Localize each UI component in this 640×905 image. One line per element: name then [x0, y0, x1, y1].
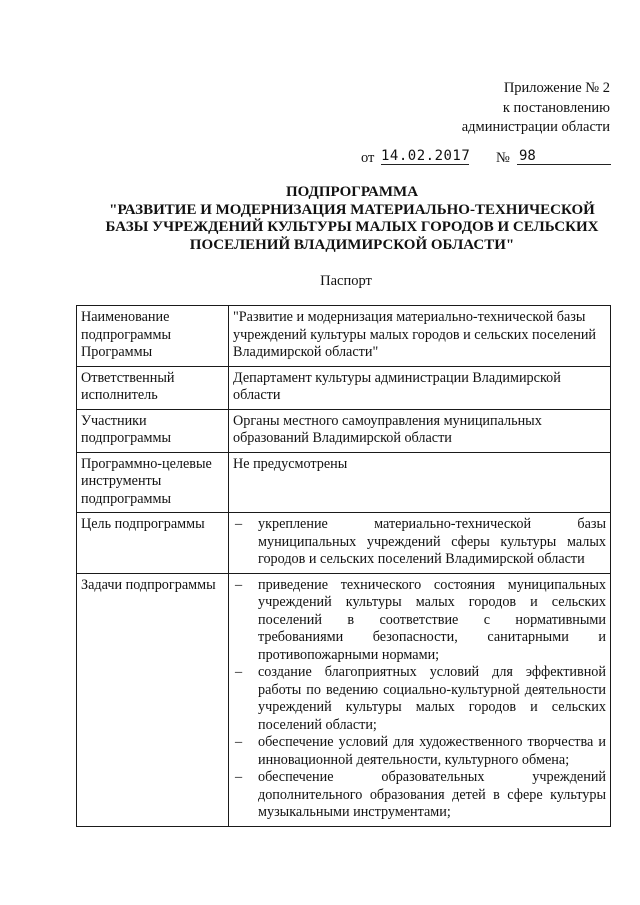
- document-title: [60, 184, 640, 254]
- goal-list: [233, 516, 606, 569]
- passport-table: [76, 305, 611, 827]
- title-line: ПОДПРОГРАММА: [285, 184, 419, 200]
- row-value: Департамент культуры администрации Владимирской области: [229, 366, 611, 409]
- row-value: Органы местного самоуправления муниципальных образований Владимирской области: [229, 409, 611, 452]
- list-item-text: обеспечение условий для художественного творчества и инновационной деятельности, культурного обмена;: [258, 734, 606, 768]
- title-line: "РАЗВИТИЕ И МОДЕРНИЗАЦИЯ МАТЕРИАЛЬНО-ТЕХНИЧЕСКОЙ: [109, 201, 595, 218]
- row-value: [229, 513, 611, 574]
- row-label: Программно-целевые инструменты подпрограммы: [77, 452, 229, 513]
- list-item-text: приведение технического состояния муниципальных учреждений культуры малых городов и сельских поселений в соответствие с нормативными требованиями безопасности, санитарными и противопожарными нормами;: [258, 576, 606, 663]
- appendix-line: к постановлению: [502, 99, 610, 116]
- title-line: БАЗЫ УЧРЕЖДЕНИЙ КУЛЬТУРЫ МАЛЫХ ГОРОДОВ И СЕЛЬСКИХ: [105, 219, 599, 235]
- list-item: [233, 734, 606, 769]
- appendix-line: Приложение № 2: [503, 80, 610, 96]
- list-item: [233, 769, 606, 822]
- dash-marker: –: [235, 516, 243, 532]
- table-row-goal: [77, 513, 611, 574]
- dash-marker: –: [235, 734, 243, 750]
- list-item: [233, 577, 606, 665]
- row-value: Не предусмотрены: [229, 452, 611, 513]
- title-line: ПОСЕЛЕНИЙ ВЛАДИМИРСКОЙ ОБЛАСТИ": [189, 236, 515, 253]
- dash-marker: –: [235, 664, 243, 680]
- appendix-block: [462, 79, 610, 138]
- list-item-text: создание благоприятных условий для эффективной работы по ведению социально-культурной деятельности учреждений культуры малых городов и сельских поселений области;: [258, 664, 606, 733]
- row-value: [229, 573, 611, 826]
- decree-date: 14.02.2017: [381, 148, 471, 164]
- dash-marker: –: [235, 576, 243, 593]
- table-row: [77, 306, 611, 367]
- row-label: Участники подпрограммы: [77, 409, 229, 452]
- table-row: [77, 366, 611, 409]
- row-label: Цель подпрограммы: [77, 513, 229, 574]
- number-prefix: №: [496, 150, 510, 166]
- row-value: "Развитие и модернизация материально-технической базы учреждений культуры малых городов и сельских поселений Владимирской области": [229, 306, 611, 367]
- list-item-text: обеспечение образовательных учреждений дополнительного образования детей в сфере культуры музыкальными инструментами;: [258, 769, 606, 820]
- dash-marker: –: [235, 769, 243, 785]
- decree-number: 98: [517, 148, 611, 165]
- date-prefix: от: [361, 150, 375, 166]
- list-item: [233, 516, 606, 569]
- table-row: [77, 452, 611, 513]
- decree-line: [361, 148, 609, 170]
- row-label: Задачи подпрограммы: [77, 573, 229, 826]
- passport-title: Паспорт: [320, 273, 372, 289]
- row-label: Наименование подпрограммы Программы: [77, 306, 229, 367]
- tasks-list: [233, 577, 606, 822]
- list-item: [233, 664, 606, 734]
- table-row-tasks: [77, 573, 611, 826]
- appendix-line: администрации области: [461, 119, 610, 135]
- row-label: Ответственный исполнитель: [77, 366, 229, 409]
- list-item-text: укрепление материально-технической базы муниципальных учреждений сферы культуры малых городов и сельских поселений Владимирской области: [258, 516, 606, 567]
- table-row: [77, 409, 611, 452]
